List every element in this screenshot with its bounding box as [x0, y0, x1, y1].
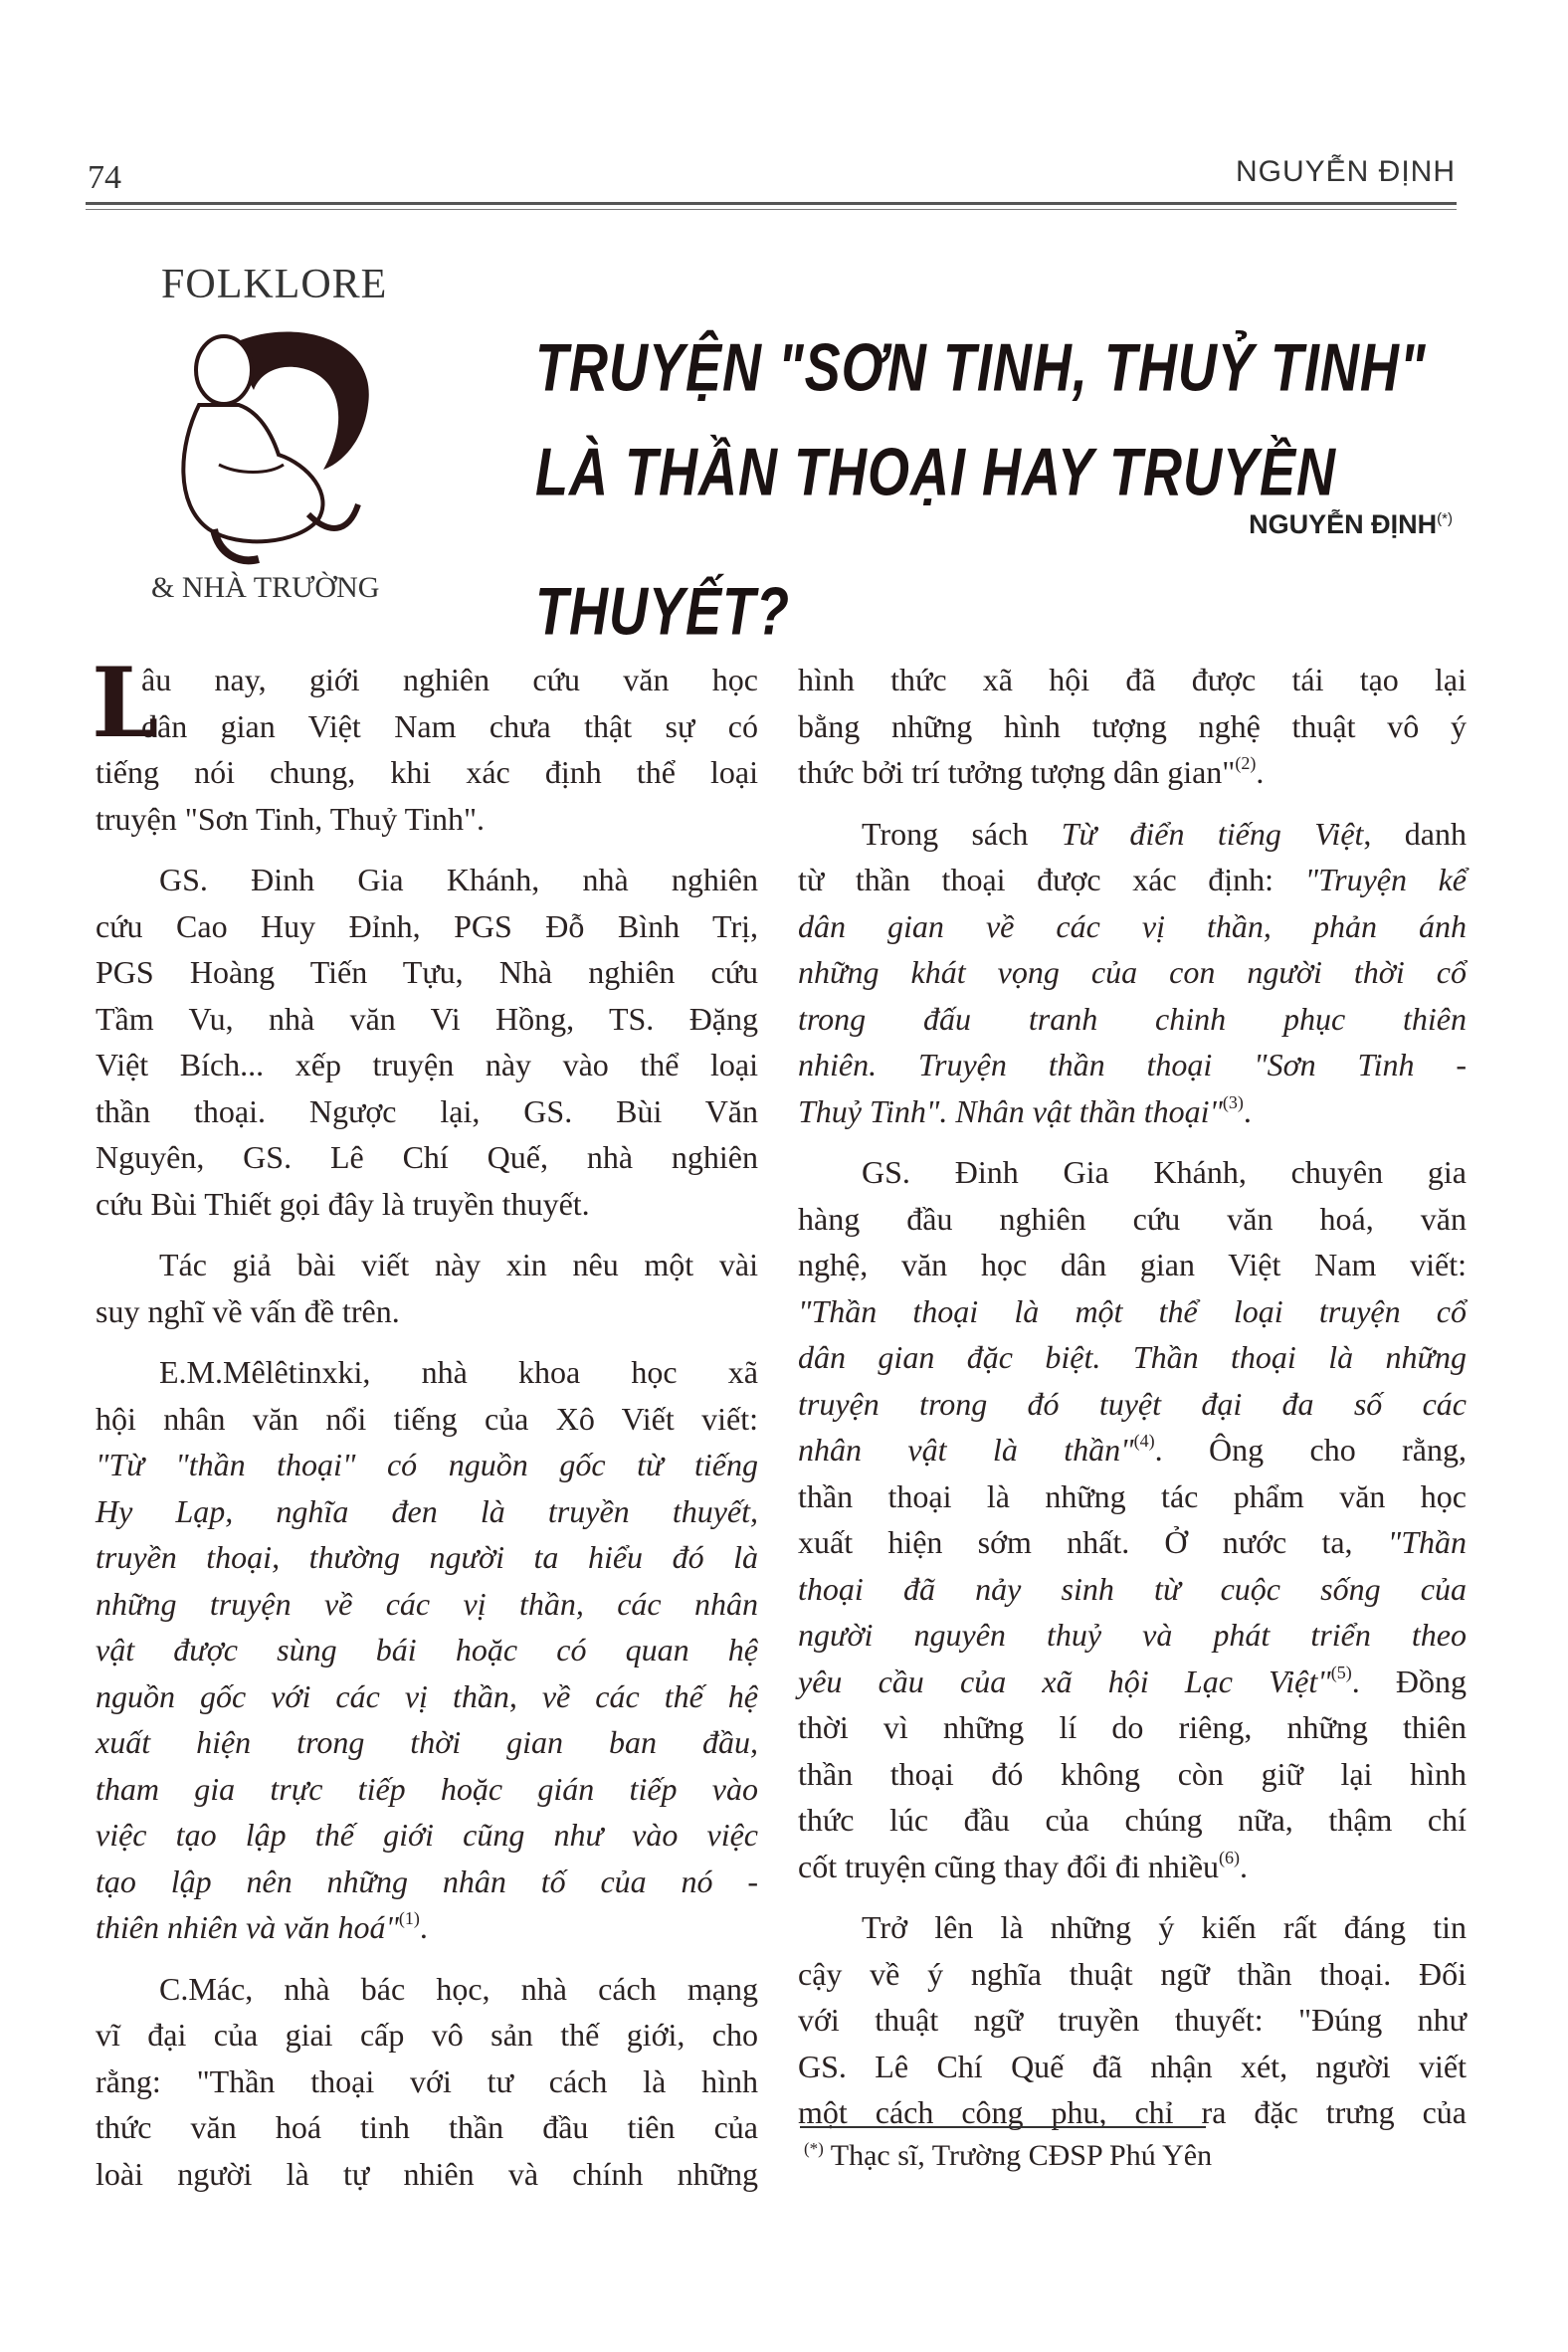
- text-run: cậy về ý nghĩa thuật ngữ thần thoại. Đối: [798, 1955, 1467, 1992]
- text-run: Trở lên là những ý kiến rất đáng tin: [862, 1909, 1467, 1945]
- text-run: xuất hiện trong thời gian ban đầu,: [96, 1724, 758, 1760]
- text-line: [96, 1396, 758, 1443]
- text-run: nguồn gốc với các vị thần, về các thế hệ: [96, 1677, 758, 1714]
- page-number: 74: [88, 159, 121, 196]
- text-line: [96, 2058, 758, 2105]
- text-run: PGS Hoàng Tiến Tựu, Nhà nghiên cứu: [96, 954, 758, 990]
- header-rule-thin: [86, 209, 1457, 210]
- text-run: những truyện về các vị thần, các nhân: [96, 1585, 758, 1622]
- text-line: [798, 2089, 1467, 2136]
- text-run: .: [1256, 754, 1265, 790]
- text-line: [96, 1766, 758, 1813]
- text-run: với thuật ngữ truyền thuyết: "Đúng như: [798, 2002, 1467, 2038]
- text-line: [96, 1288, 758, 1335]
- paragraph: [798, 811, 1467, 1135]
- text-run: thức văn hoá tinh thần đầu tiên của: [96, 2109, 758, 2145]
- title-line-1: TRUYỆN "SƠN TINH, THUỶ TINH": [535, 330, 1427, 406]
- text-line: [798, 1196, 1467, 1243]
- title-line-2: LÀ THẦN THOẠI HAY TRUYỀN THUYẾT?: [535, 435, 1336, 650]
- text-line: [96, 1904, 758, 1951]
- text-run: bằng những hình tượng nghệ thuật vô ý: [798, 707, 1467, 744]
- text-run: cứu Bùi Thiết gọi đây là truyền thuyết.: [96, 1185, 590, 1222]
- text-run: tạo lập nên những nhân tố của nó -: [96, 1862, 758, 1899]
- article-author: [1249, 509, 1453, 540]
- text-line: [96, 1966, 758, 2013]
- text-line: [96, 1242, 758, 1288]
- footnote-reference: (4): [1133, 1431, 1155, 1451]
- text-line: [96, 2151, 758, 2198]
- text-run: "Truyện kể: [1304, 862, 1468, 897]
- footnote-reference: (2): [1235, 753, 1257, 773]
- text-run: dân gian về các vị thần, phản ánh: [798, 907, 1467, 944]
- text-line: [798, 657, 1467, 703]
- text-line: [798, 1242, 1467, 1288]
- left-column: [92, 647, 758, 2212]
- text-line: [798, 1042, 1467, 1088]
- text-run: Tầm Vu, nhà văn Vi Hồng, TS. Đặng: [96, 1000, 758, 1037]
- text-run: người nguyên thuỷ và phát triển theo: [798, 1617, 1467, 1653]
- text-run: Từ điển tiếng Việt: [1061, 815, 1364, 852]
- footnote-reference: (6): [1219, 1847, 1241, 1867]
- text-line: [798, 857, 1467, 903]
- paragraph: [96, 857, 758, 1227]
- text-run: vật được sùng bái hoặc có quan hệ: [96, 1632, 758, 1667]
- footnote-reference: (1): [398, 1908, 420, 1928]
- text-line: [798, 1288, 1467, 1335]
- text-line: [798, 1566, 1467, 1613]
- text-run: Tác giả bài viết này xin nêu một vài: [159, 1247, 758, 1282]
- text-line: [798, 1951, 1467, 1998]
- footnote-text: Thạc sĩ, Trường CĐSP Phú Yên: [823, 2139, 1213, 2172]
- drop-cap: L: [92, 647, 159, 759]
- right-column: [798, 657, 1467, 2151]
- text-run: việc tạo lập thế giới cũng như vào việc: [96, 1817, 758, 1853]
- text-run: GS. Đinh Gia Khánh, nhà nghiên: [159, 862, 758, 897]
- text-run: loài người là tự nhiên và chính những: [96, 2155, 758, 2192]
- footnote: [804, 2139, 1212, 2173]
- text-line: [96, 857, 758, 903]
- text-run: truyện trong đó tuyệt đại đa số các: [798, 1385, 1467, 1422]
- text-line: [798, 1997, 1467, 2044]
- text-line: [798, 1519, 1467, 1566]
- footnote-reference: (3): [1222, 1091, 1244, 1112]
- text-run: thần thoại là những tác phẩm văn học: [798, 1477, 1467, 1514]
- text-line: [96, 1488, 758, 1535]
- text-line: [798, 1904, 1467, 1951]
- text-line: [96, 1088, 758, 1135]
- text-line: [96, 996, 758, 1043]
- folklore-figure-illustration: [159, 315, 388, 574]
- footnote-mark: (*): [804, 2139, 824, 2158]
- text-line: [96, 796, 758, 843]
- text-run: .: [1243, 1092, 1252, 1129]
- text-line: [96, 657, 758, 703]
- text-line: [96, 1181, 758, 1228]
- text-line: [96, 703, 758, 750]
- text-line: [96, 949, 758, 996]
- text-line: [96, 1719, 758, 1766]
- text-run: những khát vọng của con người thời cổ: [798, 954, 1467, 990]
- text-line: [798, 1381, 1467, 1428]
- text-run: tham gia trực tiếp hoặc gián tiếp vào: [96, 1770, 758, 1807]
- article-title: [535, 298, 1568, 682]
- running-head: NGUYỄN ĐỊNH: [1235, 155, 1456, 188]
- text-run: thời vì những lí do riêng, những thiên: [798, 1709, 1467, 1745]
- text-run: hình thức xã hội đã được tái tạo lại: [798, 662, 1467, 697]
- text-run: thức lúc đầu của chúng nữa, thậm chí: [798, 1802, 1467, 1838]
- text-run: "Từ "thần thoại" có nguồn gốc từ tiếng: [96, 1447, 758, 1482]
- paragraph: [798, 1149, 1467, 1889]
- text-line: [96, 1812, 758, 1859]
- text-run: hội nhân văn nổi tiếng của Xô Viết viết:: [96, 1400, 758, 1437]
- paragraph: [96, 1242, 758, 1334]
- text-line: [798, 749, 1467, 796]
- logo-top-text: FOLKLORE: [161, 262, 388, 307]
- text-line: [96, 1627, 758, 1673]
- paragraph: [92, 647, 758, 842]
- text-line: [96, 1442, 758, 1488]
- text-line: [96, 1134, 758, 1181]
- text-run: thoại đã nảy sinh từ cuộc sống của: [798, 1570, 1467, 1607]
- header-rule: [86, 202, 1457, 205]
- text-run: thần thoại. Ngược lại, GS. Bùi Văn: [96, 1092, 758, 1129]
- text-run: Thuỷ Tinh". Nhân vật thần thoại": [798, 1092, 1223, 1129]
- text-line: [798, 1334, 1467, 1381]
- text-run: Trong sách: [862, 815, 1062, 852]
- text-run: cốt truyện cũng thay đổi đi nhiều: [798, 1848, 1220, 1884]
- text-run: thần thoại đó không còn giữ lại hình: [798, 1755, 1467, 1792]
- paragraph: [798, 657, 1467, 796]
- text-run: từ thần thoại được xác định:: [798, 862, 1305, 897]
- text-line: [798, 1427, 1467, 1473]
- text-run: C.Mác, nhà bác học, nhà cách mạng: [159, 1970, 758, 2007]
- text-run: .: [1240, 1848, 1249, 1884]
- text-run: Hy Lạp, nghĩa đen là truyền thuyết,: [96, 1492, 758, 1529]
- text-line: [798, 1659, 1467, 1705]
- text-run: . Ông cho rằng,: [1154, 1432, 1468, 1468]
- author-footnote-mark: (*): [1437, 510, 1453, 527]
- logo-bottom-text: & NHÀ TRƯỜNG: [151, 571, 380, 604]
- text-line: [96, 1534, 758, 1581]
- text-run: GS. Lê Chí Quế đã nhận xét, người viết: [798, 2048, 1467, 2084]
- text-line: [96, 1042, 758, 1088]
- text-line: [798, 1751, 1467, 1798]
- text-run: Nguyên, GS. Lê Chí Quế, nhà nghiên: [96, 1139, 758, 1175]
- text-run: nhân vật là thần": [798, 1432, 1134, 1468]
- folklore-logo: [149, 261, 408, 619]
- text-line: [798, 1797, 1467, 1844]
- text-line: [798, 1149, 1467, 1196]
- text-run: suy nghĩ về vấn đề trên.: [96, 1292, 400, 1329]
- footnote-rule: [800, 2126, 1206, 2128]
- text-line: [96, 1581, 758, 1628]
- text-run: yêu cầu của xã hội Lạc Việt": [798, 1663, 1331, 1699]
- text-line: [96, 1349, 758, 1396]
- text-run: trong đấu tranh chinh phục thiên: [798, 1000, 1467, 1037]
- text-line: [798, 703, 1467, 750]
- footnote-reference: (5): [1330, 1662, 1352, 1682]
- text-line: [798, 1612, 1467, 1659]
- text-line: [96, 1859, 758, 1905]
- text-run: âu nay, giới nghiên cứu văn học: [141, 662, 758, 697]
- text-run: hàng đầu nghiên cứu văn hoá, văn: [798, 1200, 1467, 1237]
- text-run: , danh: [1363, 815, 1468, 852]
- text-run: .: [419, 1909, 428, 1945]
- text-run: thức bởi trí tưởng tượng dân gian": [798, 754, 1236, 790]
- text-line: [96, 903, 758, 950]
- text-line: [96, 749, 758, 796]
- text-run: vĩ đại của giai cấp vô sản thế giới, cho: [96, 2017, 758, 2053]
- text-run: rằng: "Thần thoại với tư cách là hình: [96, 2062, 758, 2099]
- text-run: xuất hiện sớm nhất. Ở nước ta,: [798, 1524, 1388, 1560]
- text-run: nhiên. Truyện thần thoại "Sơn Tinh -: [798, 1047, 1467, 1082]
- text-line: [798, 811, 1467, 858]
- text-run: tiếng nói chung, khi xác định thể loại: [96, 754, 758, 790]
- text-run: cứu Cao Huy Đỉnh, PGS Đỗ Bình Trị,: [96, 907, 758, 944]
- text-line: [798, 996, 1467, 1043]
- text-run: . Đồng: [1351, 1663, 1468, 1699]
- text-line: [798, 1473, 1467, 1520]
- text-line: [798, 1844, 1467, 1890]
- text-line: [798, 1088, 1467, 1135]
- text-run: một cách công phu, chỉ ra đặc trưng của: [798, 2094, 1467, 2130]
- text-line: [96, 2012, 758, 2058]
- text-line: [798, 903, 1467, 950]
- text-line: [798, 2044, 1467, 2090]
- text-run: GS. Đinh Gia Khánh, chuyên gia: [862, 1154, 1467, 1190]
- text-line: [798, 949, 1467, 996]
- text-run: truyền thoại, thường người ta hiểu đó là: [96, 1539, 758, 1575]
- paragraph: [798, 1904, 1467, 2136]
- text-line: [96, 1673, 758, 1720]
- text-line: [96, 2104, 758, 2151]
- text-run: "Thần: [1387, 1524, 1467, 1560]
- text-line: [798, 1704, 1467, 1751]
- text-run: truyện "Sơn Tinh, Thuỷ Tinh".: [96, 800, 486, 837]
- text-run: nghệ, văn học dân gian Việt Nam viết:: [798, 1247, 1467, 1282]
- paragraph: [96, 1349, 758, 1951]
- text-run: "Thần thoại là một thể loại truyện cổ: [798, 1292, 1467, 1329]
- text-run: thiên nhiên và văn hoá": [96, 1909, 399, 1945]
- text-run: E.M.Mêlêtinxki, nhà khoa học xã: [159, 1354, 758, 1390]
- text-run: dân gian Việt Nam chưa thật sự có: [141, 707, 758, 744]
- author-name: NGUYỄN ĐỊNH: [1249, 509, 1438, 539]
- text-run: Việt Bích... xếp truyện này vào thể loại: [96, 1047, 758, 1082]
- text-run: dân gian đặc biệt. Thần thoại là những: [798, 1339, 1467, 1375]
- paragraph: [96, 1966, 758, 2198]
